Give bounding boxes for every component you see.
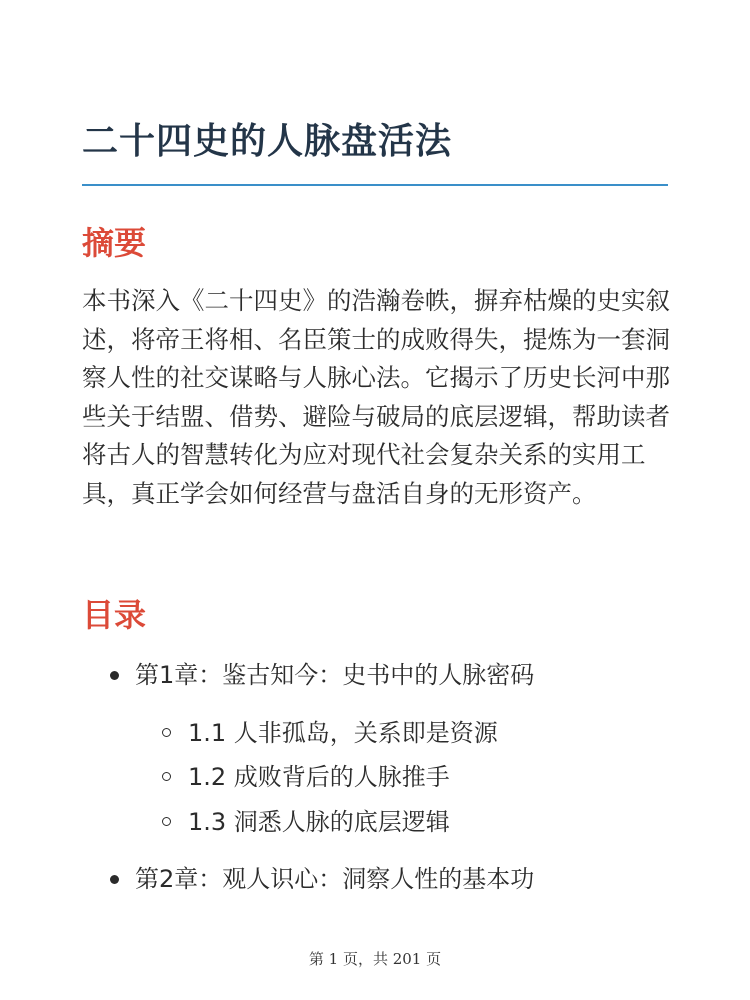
bullet-dot-icon	[110, 671, 119, 680]
bullet-circle-icon	[162, 817, 171, 826]
page-number-footer: 第 1 页，共 201 页	[308, 950, 442, 968]
toc-chapter-label: 第1章：鉴古知今：史书中的人脉密码	[135, 661, 535, 689]
toc-section-label: 1.2 成败背后的人脉推手	[188, 763, 450, 791]
bullet-dot-icon	[110, 875, 119, 884]
title-divider	[82, 184, 668, 186]
bullet-circle-icon	[162, 728, 171, 737]
toc-section-label: 1.3 洞悉人脉的底层逻辑	[188, 808, 450, 836]
toc-section-label: 1.1 人非孤岛，关系即是资源	[188, 719, 498, 747]
bullet-circle-icon	[162, 772, 171, 781]
page-title: 二十四史的人脉盘活法	[82, 121, 453, 162]
summary-heading: 摘要	[82, 224, 147, 262]
toc-chapter-label: 第2章：观人识心：洞察人性的基本功	[135, 865, 535, 893]
toc-heading: 目录	[82, 596, 147, 634]
summary-paragraph: 本书深入《二十四史》的浩瀚卷帙，摒弃枯燥的史实叙述，将帝王将相、名臣策士的成败得失，提炼为一套洞察人性的社交谋略与人脉心法。它揭示了历史长河中那些关于结盟、借势、避险与破局的底层逻辑，帮助读者将古人的智慧转化为应对现代社会复杂关系的实用工具，真正学会如何经营与盘活自身的无形资产。	[82, 286, 670, 508]
